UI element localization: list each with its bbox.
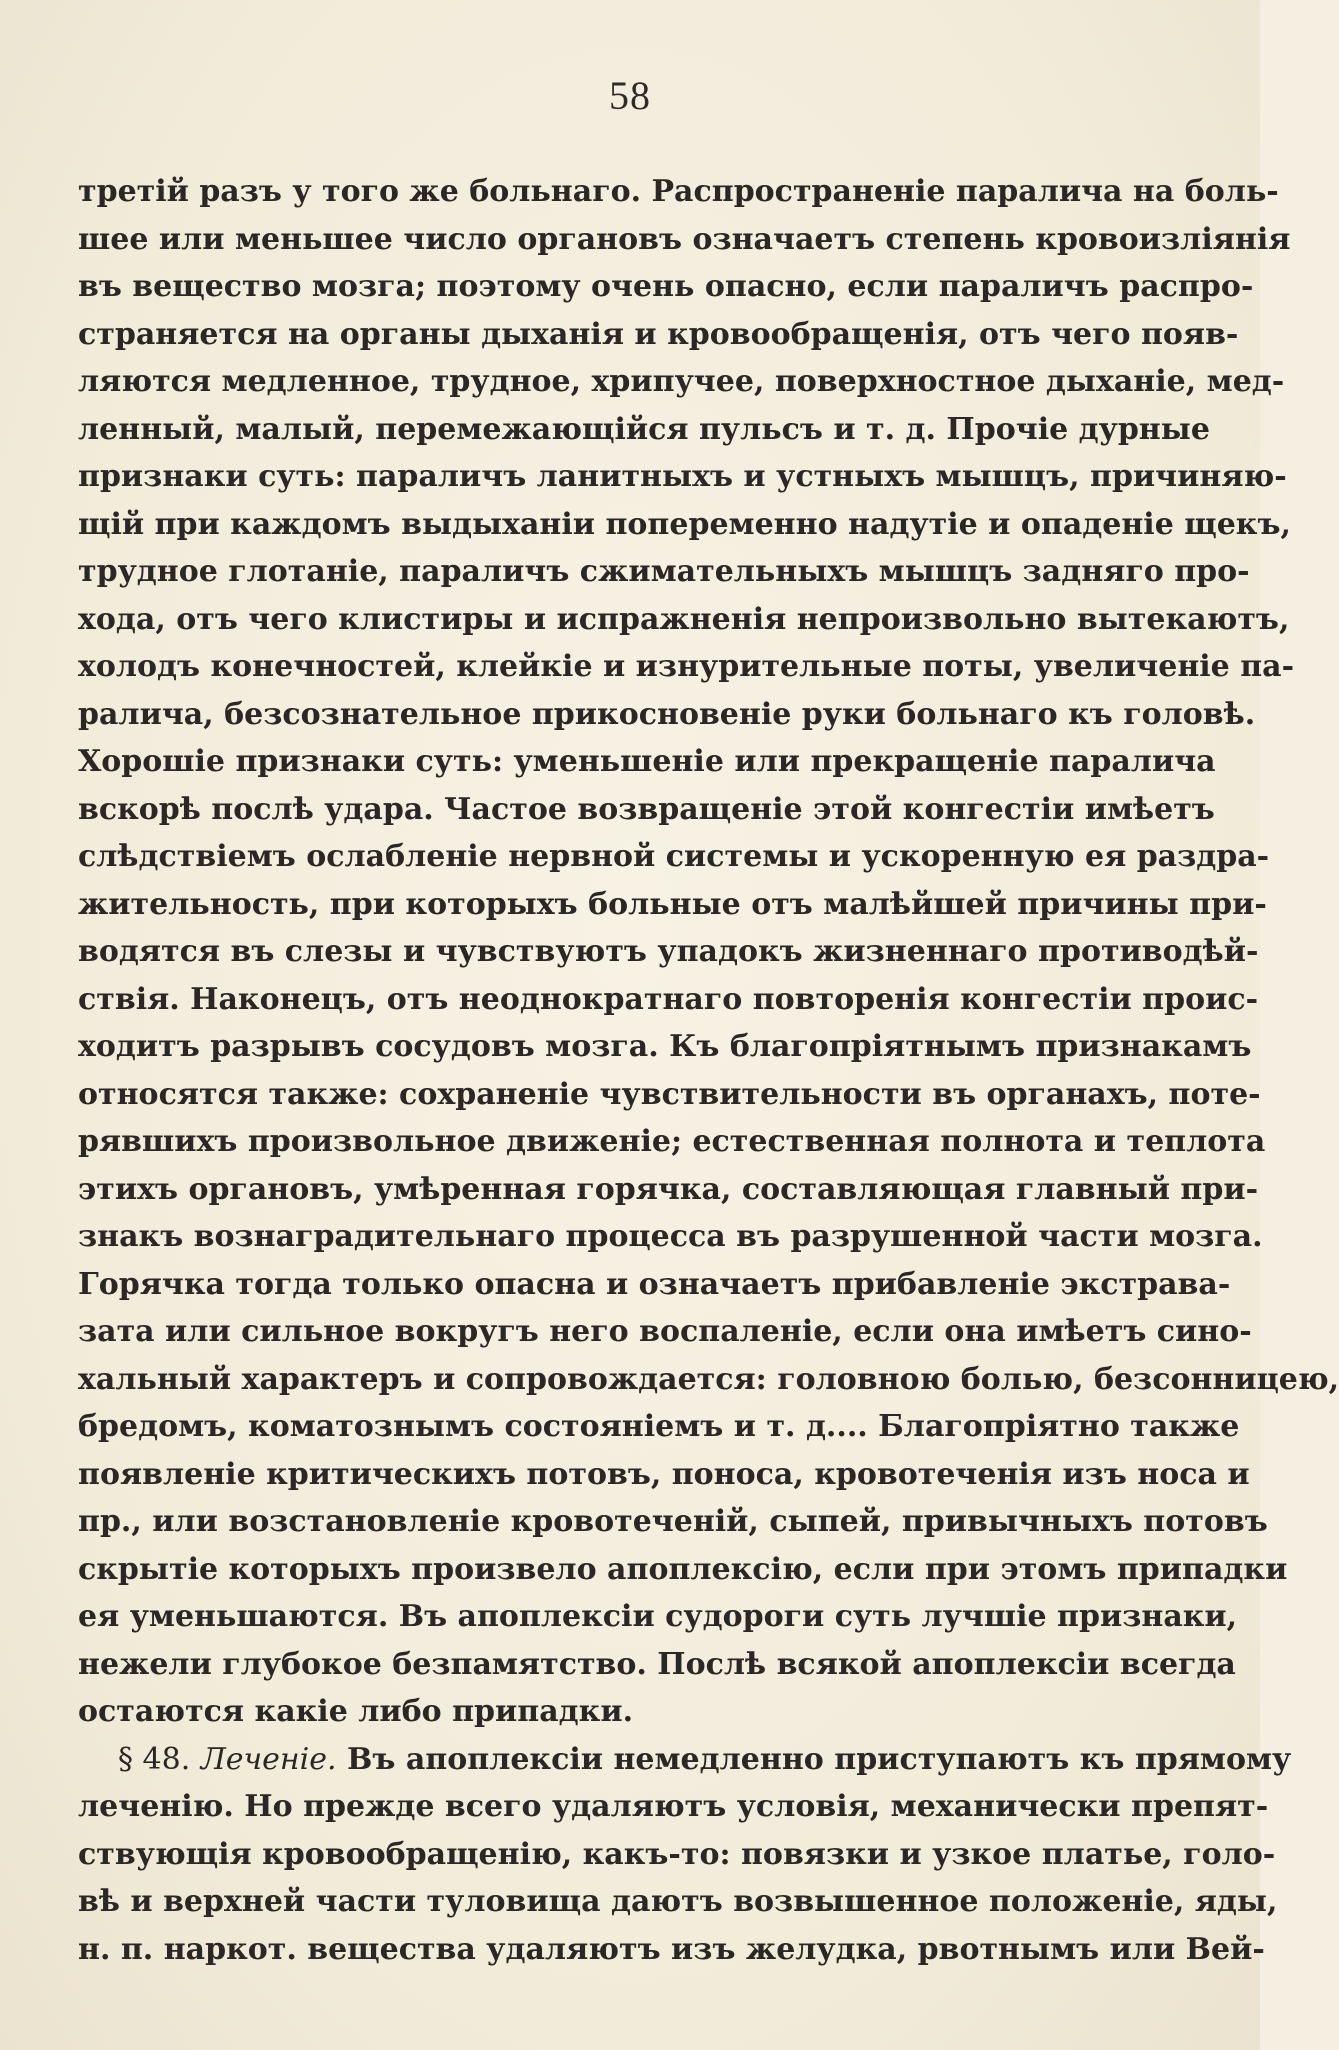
text-line: относятся также: сохраненіе чувствительности въ органахъ, поте- [78, 1076, 1261, 1112]
text-line: остаются какіе либо припадки. [78, 1694, 634, 1729]
text-line: рявшихъ произвольное движеніе; естественная полнота и теплота [78, 1124, 1266, 1159]
page-number: 58 [609, 73, 651, 118]
text-line: ствія. Наконецъ, отъ неоднократнаго повторенія конгестіи проис- [78, 981, 1259, 1017]
text-line: пр., или возстановленіе кровотеченій, сыпей, привычныхъ потовъ [78, 1504, 1268, 1539]
text-line: скрытіе которыхъ произвело апоплексію, если при этомъ припадки [78, 1551, 1288, 1587]
text-line: признаки суть: параличъ ланитныхъ и устныхъ мышцъ, причиняю- [78, 459, 1287, 494]
text-line: Горячка тогда только опасна и означаетъ прибавленіе экстрава- [78, 1266, 1231, 1302]
text-line: третій разъ у того же больнаго. Распространеніе паралича на боль- [78, 174, 1279, 209]
text-line: леченію. Но прежде всего удаляютъ условія, механически препят- [78, 1789, 1269, 1824]
text-line: зата или сильное вокругъ него воспаленіе, если она имѣетъ сино- [78, 1314, 1252, 1349]
text-line: ствующія кровообращенію, какъ-то: повязки и узкое платье, голо- [78, 1836, 1276, 1872]
text-line: жительность, при которыхъ больные отъ малѣйшей причины при- [78, 886, 1267, 922]
text-line: появленіе критическихъ потовъ, поноса, кровотеченія изъ носа и [78, 1456, 1250, 1492]
text-line: этихъ органовъ, умѣренная горячка, составляющая главный при- [78, 1171, 1259, 1207]
text-line: ходитъ разрывъ сосудовъ мозга. Къ благопріятнымъ признакамъ [78, 1029, 1252, 1064]
section-first-line-text: Въ апоплексіи немедленно приступаютъ къ прямому [347, 1741, 1292, 1777]
text-line: слѣдствіемъ ослабленіе нервной системы и ускоренную ея раздра- [78, 839, 1270, 874]
text-line: ея уменьшаются. Въ апоплексіи судороги суть лучшіе признаки, [78, 1599, 1238, 1634]
text-line: вскорѣ послѣ удара. Частое возвращеніе этой конгестіи имѣетъ [78, 791, 1215, 827]
text-line: въ вещество мозга; поэтому очень опасно, если параличъ распро- [78, 269, 1254, 304]
text-line: ленный, малый, перемежающійся пульсъ и т. д. Прочіе дурные [78, 411, 1210, 447]
text-line: хальный характеръ и сопровождается: головною болью, безсонницею, [78, 1361, 1339, 1397]
text-line: трудное глотаніе, параличъ сжимательныхъ мышцъ задняго про- [78, 554, 1250, 589]
text-line: страняется на органы дыханія и кровообращенія, отъ чего появ- [78, 316, 1239, 352]
text-line: вѣ и верхней части туловища даютъ возвышенное положеніе, яды, [78, 1884, 1278, 1919]
text-line: бредомъ, коматознымъ состояніемъ и т. д.... Благопріятно также [78, 1409, 1240, 1444]
section-heading-line [78, 1736, 1292, 1784]
section-number: § 48. [118, 1741, 191, 1777]
text-line: ляются медленное, трудное, хрипучее, поверхностное дыханіе, мед- [78, 364, 1285, 399]
text-line: Хорошіе признаки суть: уменьшеніе или прекращеніе паралича [78, 744, 1216, 779]
section-title: Леченіе. [200, 1741, 337, 1777]
text-line: хода, отъ чего клистиры и испражненія непроизвольно вытекаютъ, [78, 601, 1290, 637]
text-line: щій при каждомъ выдыханіи попеременно надутіе и опаденіе щекъ, [78, 506, 1291, 542]
text-line: шее или меньшее число органовъ означаетъ степень кровоизліянія [78, 221, 1291, 257]
text-line: ралича, безсознательное прикосновеніе руки больнаго къ головѣ. [78, 696, 1256, 732]
text-line: нежели глубокое безпамятство. Послѣ всякой апоплексіи всегда [78, 1646, 1236, 1682]
body-text [78, 168, 1339, 1973]
text-line: н. п. наркот. вещества удаляютъ изъ желудка, рвотнымъ или Вей- [78, 1931, 1265, 1967]
text-line: знакъ вознаградительнаго процесса въ разрушенной части мозга. [78, 1219, 1263, 1254]
text-line: водятся въ слезы и чувствуютъ упадокъ жизненнаго противодѣй- [78, 934, 1259, 969]
text-line: холодъ конечностей, клейкіе и изнурительные поты, увеличеніе па- [78, 649, 1295, 684]
